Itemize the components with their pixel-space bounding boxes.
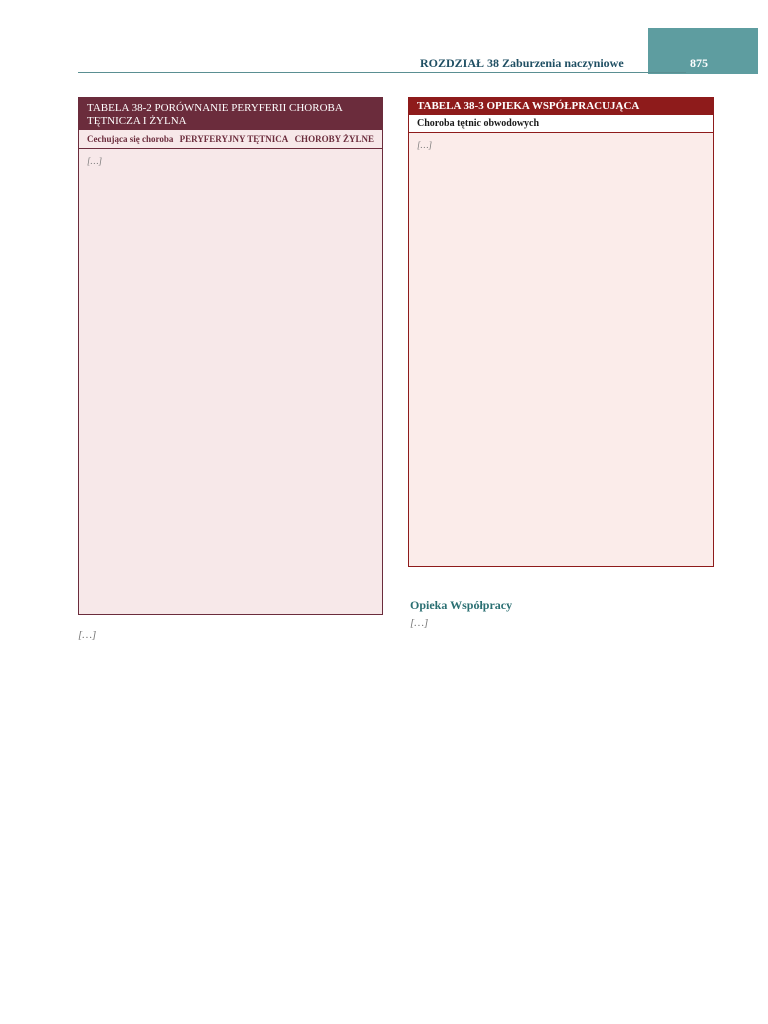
table-a-title: TABELA 38-2 PORÓWNANIE PERYFERII CHOROBA TĘTNICZA I ŻYLNA [79, 98, 382, 130]
table-collaborative-care [408, 97, 714, 567]
table-b-title: TABELA 38-3 OPIEKA WSPÓŁPRACUJĄCA [409, 98, 713, 115]
table-peripheral-arterial-vs-venous [78, 97, 383, 615]
page-number: 875 [690, 56, 708, 70]
table-a-column-headers [79, 130, 382, 149]
body-left-column: […] [78, 629, 97, 641]
table-b-subtitle: Choroba tętnic obwodowych [409, 115, 713, 133]
column-venous: CHOROBY ŻYLNE [294, 134, 374, 144]
table-a-body: […] [87, 156, 103, 166]
column-arterial: PERYFERYJNY TĘTNICA [179, 134, 289, 144]
column-feature: Cechująca się choroba [87, 134, 174, 144]
section-heading: Opieka Współpracy [410, 598, 513, 612]
header-rule [78, 72, 686, 73]
running-head: ROZDZIAŁ 38 Zaburzenia naczyniowe [420, 56, 624, 70]
table-b-body: […] [417, 140, 433, 150]
body-right-column: […] [410, 617, 429, 629]
